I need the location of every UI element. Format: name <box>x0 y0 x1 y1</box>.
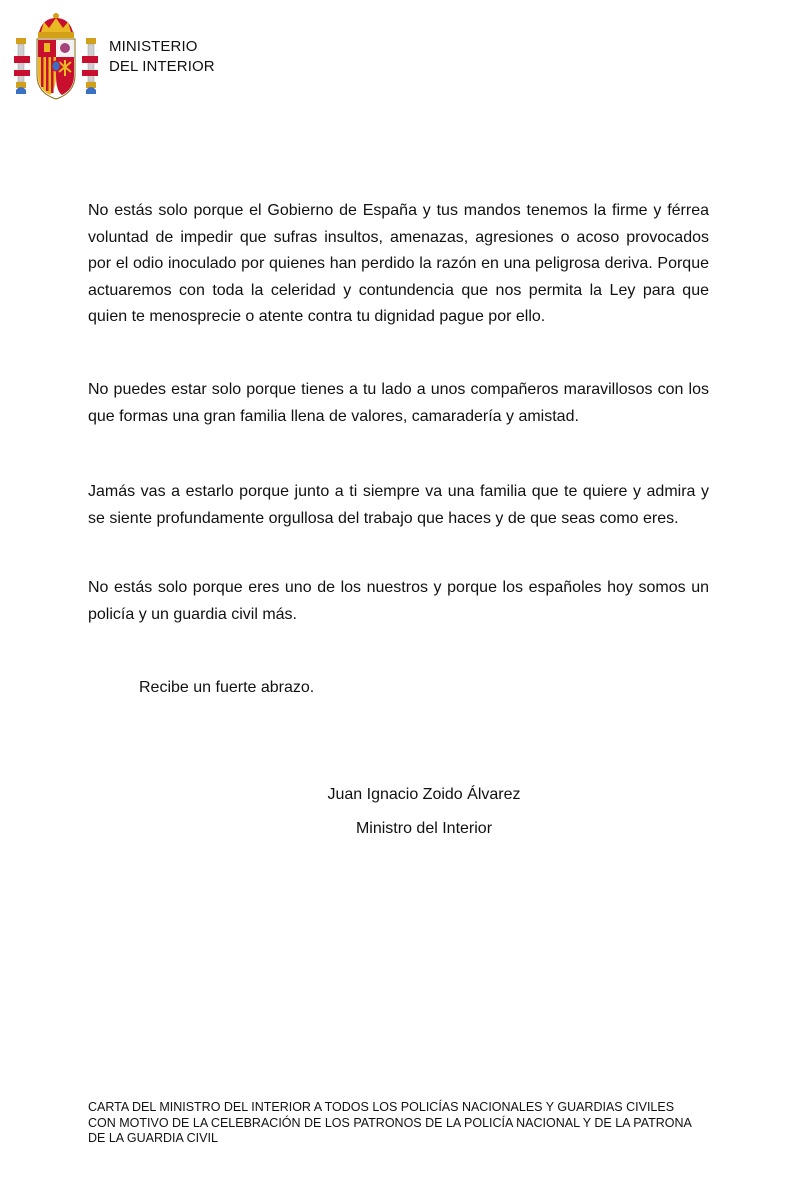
letter-paragraph-2: No puedes estar solo porque tienes a tu lado a unos compañeros maravillosos con los que formas una gran familia llena de valores, camaradería y amistad. <box>88 381 709 425</box>
right-pillar <box>82 38 98 94</box>
letter-paragraph-3: Jamás vas a estarlo porque junto a ti siempre va una familia que te quiere y admira y se siente profundamente orgullosa del trabajo que haces y de que seas como eres. <box>88 483 709 527</box>
letter-paragraph-1: No estás solo porque el Gobierno de España y tus mandos tenemos la firme y férrea voluntad de impedir que sufras insultos, amenazas, agresiones o acoso provocados por el odio inoculado por quienes han perdido la razón en una peligrosa deriva. Porque actuaremos con toda la celeridad y contundencia que nos permita la Ley para que quien te menosprecie o atente contra tu dignidad pague por ello. <box>88 202 709 325</box>
ministry-name <box>109 37 215 77</box>
signature-title: Ministro del Interior <box>355 820 493 837</box>
shield <box>37 39 75 99</box>
spain-coat-of-arms-icon <box>13 12 99 104</box>
letter-paragraph-4: No estás solo porque eres uno de los nuestros y porque los españoles hoy somos un policía y un guardia civil más. <box>88 579 709 623</box>
signature-name: Juan Ignacio Zoido Álvarez <box>327 786 521 803</box>
letter-closing: Recibe un fuerte abrazo. <box>139 679 315 696</box>
footer-caption: CARTA DEL MINISTRO DEL INTERIOR A TODOS LOS POLICÍAS NACIONALES Y GUARDIAS CIVILES CON MOTIVO DE LA CELEBRACIÓN DE LOS PATRONOS DE LA POLICÍA NACIONAL Y DE LA PATRONA DE LA GUARDIA CIVIL <box>88 1100 692 1145</box>
left-pillar <box>14 38 30 94</box>
ministry-line-2: DEL INTERIOR <box>109 58 215 75</box>
ministry-line-1: MINISTERIO <box>109 38 198 55</box>
crown <box>38 13 74 38</box>
